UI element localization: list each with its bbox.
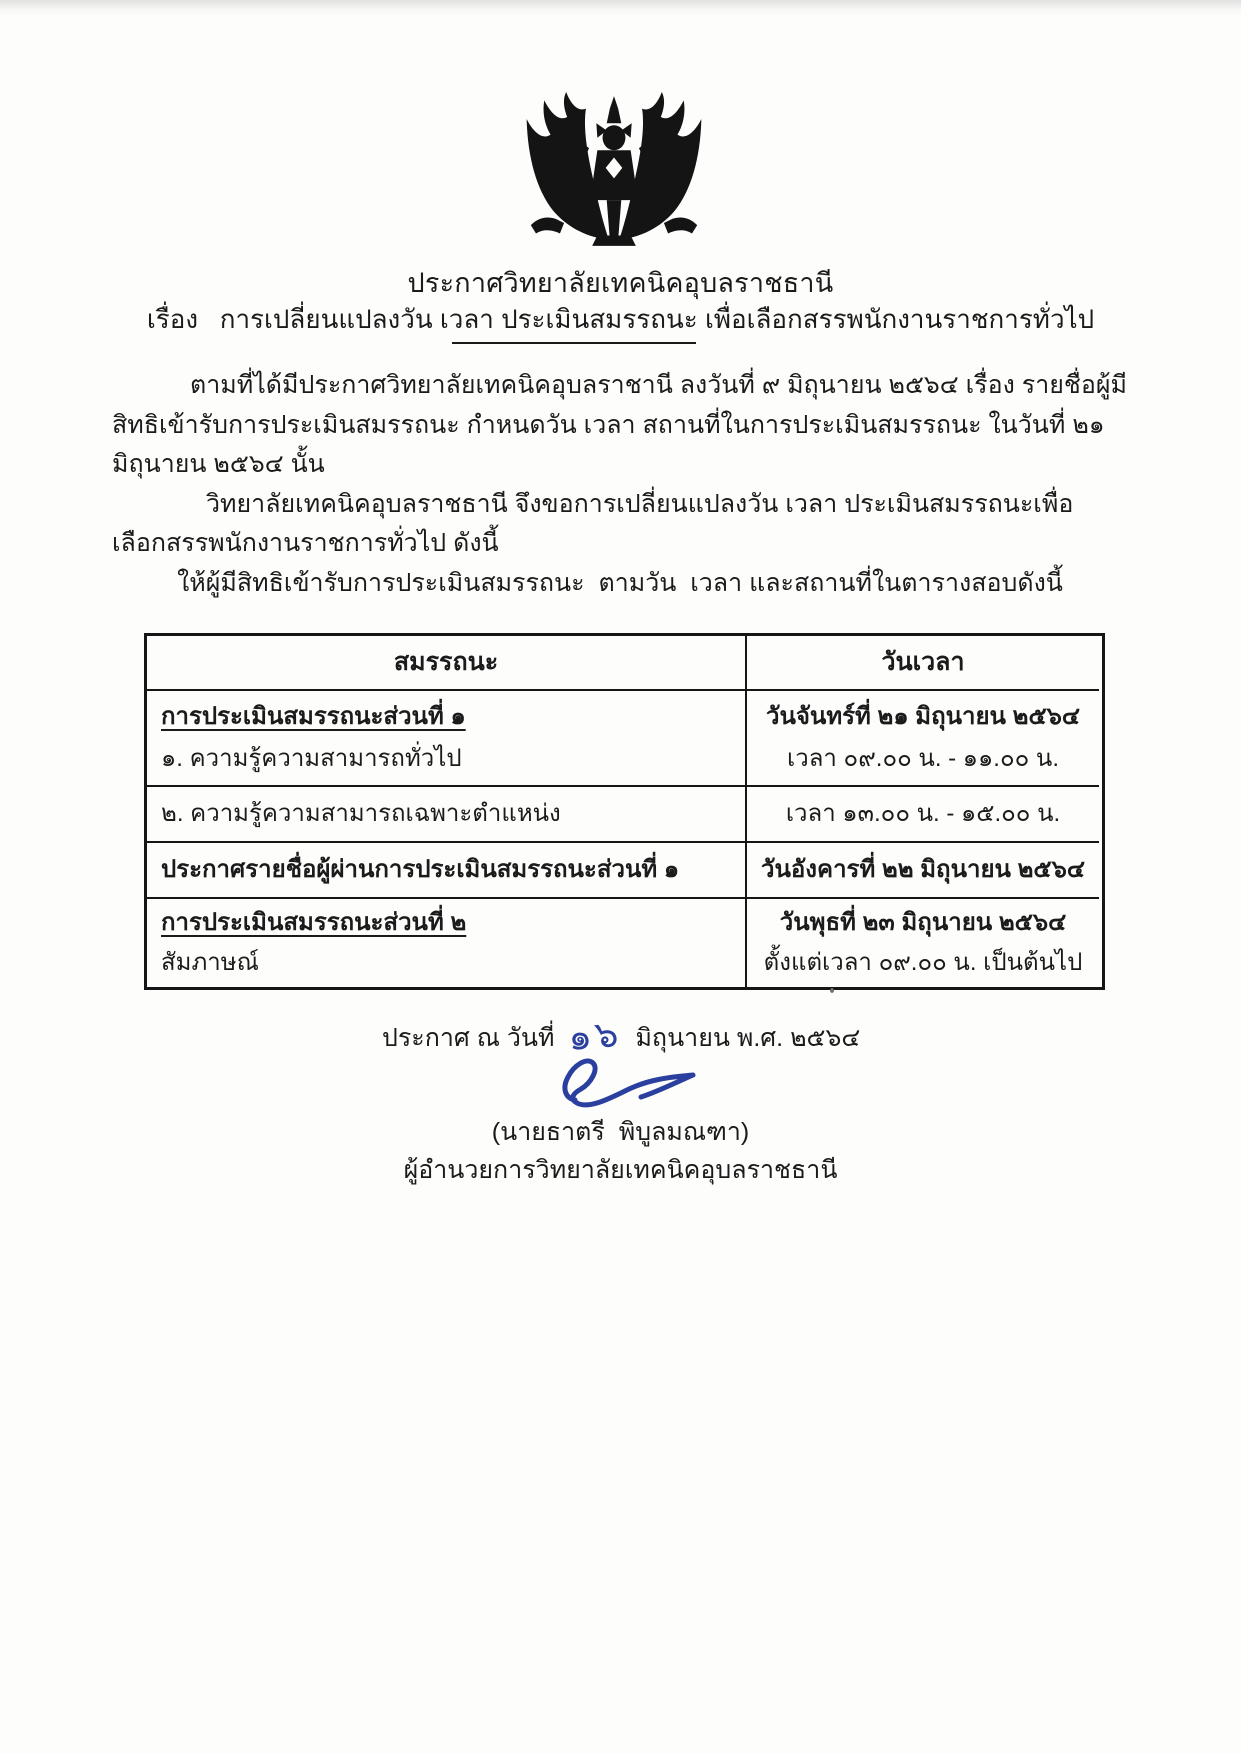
signer-name: (นายธาตรี พิบูลมณฑา)	[491, 1118, 750, 1146]
handwritten-day-number: ๑๖	[566, 1012, 624, 1059]
table-intro-text: ให้ผู้มีสิทธิเข้ารับการประเมินสมรรถนะ ตามวัน เวลา และสถานที่ในตารางสอบดังนี้	[177, 568, 1063, 597]
table-header-datetime: วันเวลา	[747, 636, 1099, 691]
schedule-table	[144, 633, 1105, 990]
row-1-time: เวลา ๐๙.๐๐ น. - ๑๑.๐๐ น.	[787, 744, 1059, 772]
table-row-4-datetime-cell	[747, 899, 1099, 987]
table-row-2-competency-cell	[147, 787, 747, 843]
row-3-date: วันอังคารที่ ๒๒ มิถุนายน ๒๕๖๔	[761, 856, 1085, 883]
table-row-3-datetime-cell	[747, 843, 1099, 899]
date-prefix: ประกาศ ณ วันที่	[382, 1024, 555, 1052]
table-row-2-datetime-cell	[747, 787, 1099, 843]
row-4-time: ตั้งแต่เวลา ๐๙.๐๐ น. เป็นต้นไป	[763, 948, 1083, 976]
table-row-3-competency-cell	[147, 843, 747, 899]
table-header-competency: สมรรถนะ	[147, 636, 747, 691]
row-1-item: ๑. ความรู้ความสามารถทั่วไป	[161, 744, 462, 772]
row-4-date: วันพุธที่ ๒๓ มิถุนายน ๒๕๖๔	[779, 909, 1067, 937]
document-title: ประกาศวิทยาลัยเทคนิคอุบลราชธานี	[407, 268, 834, 298]
garuda-emblem-icon	[487, 92, 741, 248]
row-1-section-title: การประเมินสมรรถนะส่วนที่ ๑	[161, 703, 466, 731]
row-1-date: วันจันทร์ที่ ๒๑ มิถุนายน ๒๕๖๔	[765, 703, 1081, 731]
body-paragraph-1: ตามที่ได้มีประกาศวิทยาลัยเทคนิคอุบลราชานี ลงวันที่ ๙ มิถุนายน ๒๕๖๔ เรื่อง รายชื่อผู้มีสิทธิเข้ารับการประเมินสมรรถนะ กำหนดวัน เวลา สถานที่ในการประเมินสมรรถนะ ในวันที่ ๒๑ มิถุนายน ๒๕๖๔ นั้น	[112, 371, 1127, 478]
row-4-item: สัมภาษณ์	[161, 948, 259, 976]
row-4-section-title: การประเมินสมรรถนะส่วนที่ ๒	[161, 909, 467, 937]
signature-scribble-icon	[540, 1050, 712, 1114]
table-row-4-competency-cell	[147, 899, 747, 987]
body-paragraph-2: วิทยาลัยเทคนิคอุบลราชธานี จึงขอการเปลี่ยนแปลงวัน เวลา ประเมินสมรรถนะเพื่อเลือกสรรพนักงานราชการทั่วไป ดังนี้	[112, 489, 1074, 557]
date-suffix: มิถุนายน พ.ศ. ๒๕๖๔	[635, 1024, 861, 1052]
ink-dot-artifact	[830, 988, 834, 993]
document-subject: เรื่อง การเปลี่ยนแปลงวัน เวลา ประเมินสมรรถนะ เพื่อเลือกสรรพนักงานราชการทั่วไป	[146, 304, 1095, 334]
row-2-item: ๒. ความรู้ความสามารถเฉพาะตำแหน่ง	[161, 800, 561, 827]
row-2-time: เวลา ๑๓.๐๐ น. - ๑๕.๐๐ น.	[785, 800, 1061, 827]
table-row-1-datetime-cell	[747, 691, 1099, 787]
subject-underline	[452, 342, 696, 344]
scan-edge-artifact	[0, 0, 1241, 16]
signer-title: ผู้อำนวยการวิทยาลัยเทคนิคอุบลราชธานี	[403, 1156, 838, 1184]
table-row-1-competency-cell	[147, 691, 747, 787]
document-body	[112, 366, 1128, 990]
row-3-announcement: ประกาศรายชื่อผู้ผ่านการประเมินสมรรถนะส่วนที่ ๑	[161, 856, 680, 883]
